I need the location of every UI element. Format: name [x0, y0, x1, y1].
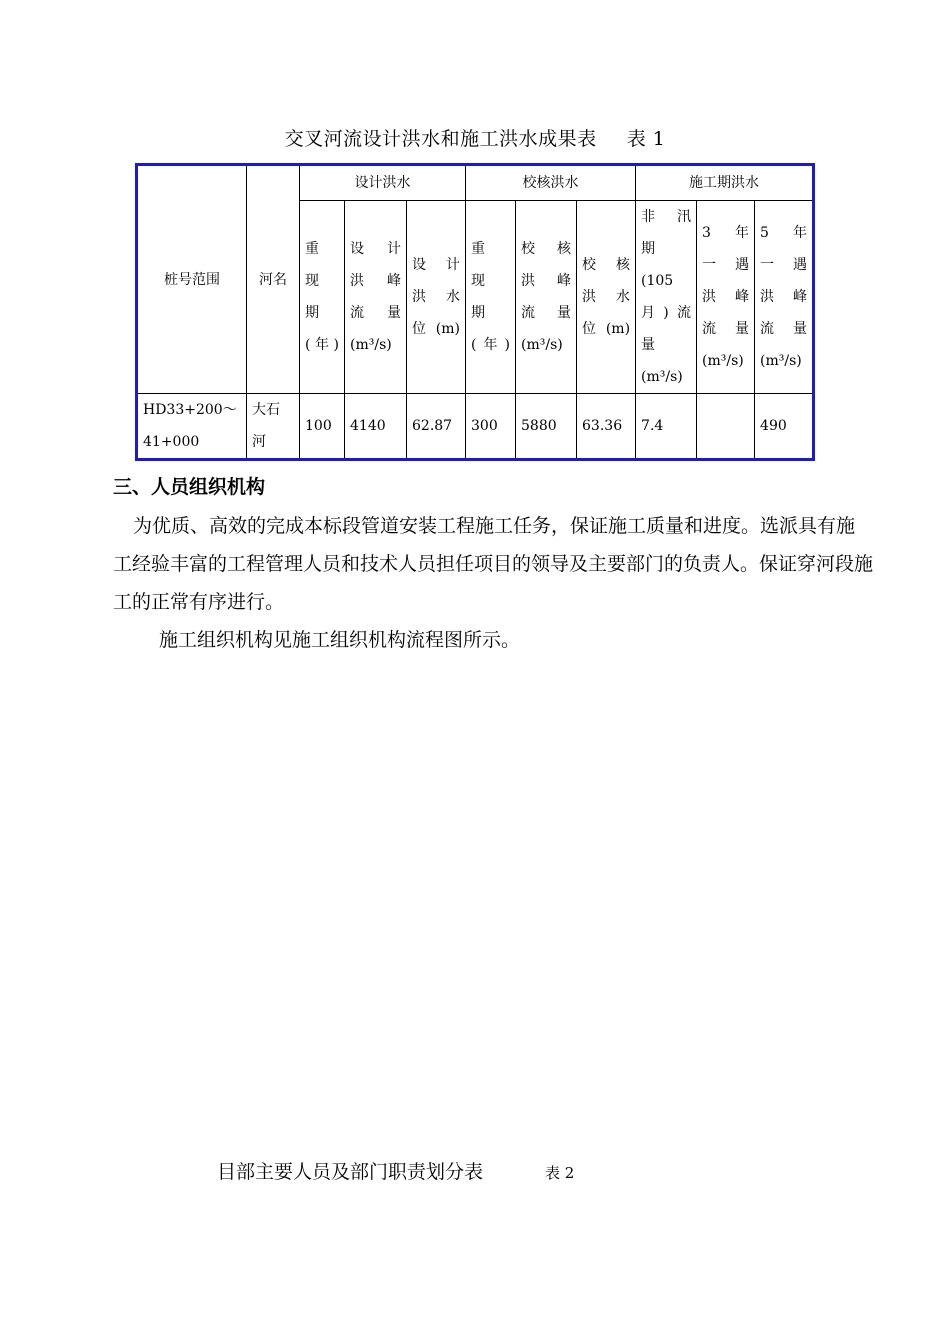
cell-nonflood-flow: 7.4 [636, 394, 697, 460]
subheader-design-peak: 设 计 洪 峰 流 量 (m³/s) [345, 201, 407, 394]
subheader-five-year-peak: 5 年 一 遇 洪 峰 流 量 (m³/s) [755, 201, 814, 394]
section-body [113, 507, 873, 659]
header-pile-range: 桩号范围 [137, 165, 247, 394]
subheader-design-level: 设 计 洪 水 位(m) [407, 201, 466, 394]
cell-pile-range: HD33+200～ 41+000 [137, 394, 247, 460]
table2-title: 目部主要人员及部门职责划分表 表 2 [217, 1161, 575, 1183]
cell-design-level: 62.87 [407, 394, 466, 460]
section-heading: 三、人员组织机构 [113, 476, 266, 498]
paragraph: 为优质、高效的完成本标段管道安装工程施工任务，保证施工质量和进度。选派具有施工经验丰富的工程管理人员和技术人员担任项目的领导及主要部门的负责人。保证穿河段施工的正常有序进行。 [113, 515, 874, 613]
header-check-flood: 校核洪水 [466, 165, 636, 201]
table2-number: 表 2 [545, 1164, 575, 1182]
paragraph: 施工组织机构见施工组织机构流程图所示。 [159, 629, 521, 651]
subheader-check-return: 重 现 期 (年) [466, 201, 516, 394]
table1-number: 表 1 [626, 128, 666, 150]
flood-results-table [135, 163, 815, 461]
subheader-check-level: 校 核 洪 水 位(m) [577, 201, 636, 394]
cell-five-year-peak: 490 [755, 394, 814, 460]
table-row [137, 394, 814, 460]
cell-three-year-peak [697, 394, 755, 460]
cell-design-return: 100 [300, 394, 345, 460]
header-design-flood: 设计洪水 [300, 165, 466, 201]
subheader-check-peak: 校 核 洪 峰 流 量 (m³/s) [516, 201, 577, 394]
table1-title: 交叉河流设计洪水和施工洪水成果表 表 1 [284, 128, 666, 150]
subheader-nonflood-flow: 非 汛 期 (105 月)流 量 (m³/s) [636, 201, 697, 394]
subheader-design-return: 重 现 期 (年) [300, 201, 345, 394]
cell-check-level: 63.36 [577, 394, 636, 460]
header-construction-flood: 施工期洪水 [636, 165, 814, 201]
subheader-three-year-peak: 3 年 一 遇 洪 峰 流 量 (m³/s) [697, 201, 755, 394]
cell-river: 大石 河 [247, 394, 300, 460]
cell-check-return: 300 [466, 394, 516, 460]
table-header-row [137, 165, 814, 201]
header-river: 河名 [247, 165, 300, 394]
cell-check-peak: 5880 [516, 394, 577, 460]
cell-design-peak: 4140 [345, 394, 407, 460]
